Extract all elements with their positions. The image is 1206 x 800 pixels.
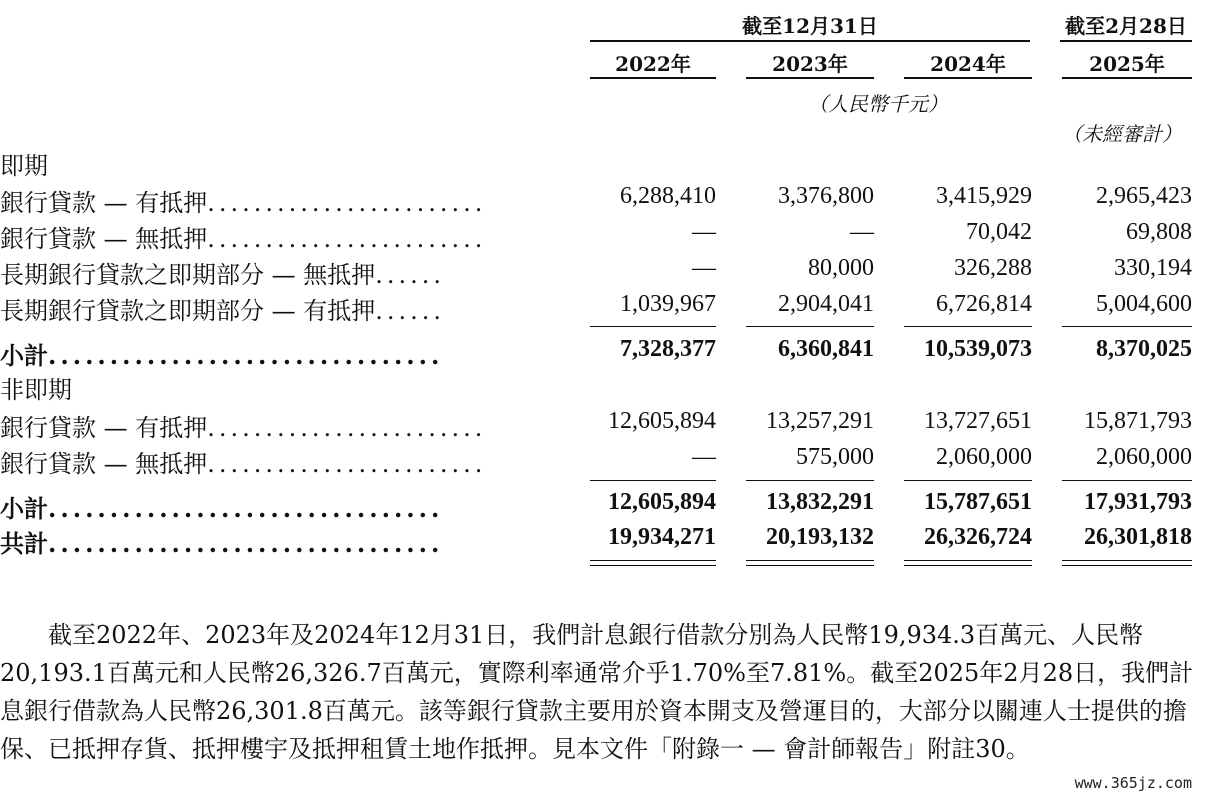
row-value: 10,539,073 — [924, 336, 1032, 362]
row-value: 13,257,291 — [766, 408, 874, 434]
watermark: www.365jz.com — [1074, 774, 1192, 792]
row-value: 575,000 — [796, 444, 874, 470]
unit-note: （人民幣千元） — [808, 92, 948, 116]
row-value: — — [850, 219, 874, 245]
subtotal-rule — [746, 480, 874, 481]
total-double-rule — [1062, 565, 1192, 566]
row-label: 銀行貸款 — 有抵押........................ — [0, 189, 487, 217]
row-value: 6,726,814 — [936, 291, 1032, 317]
row-value: — — [692, 255, 716, 281]
row-value: 12,605,894 — [608, 408, 716, 434]
header-group-rule-feb — [1060, 40, 1192, 42]
subtotal-rule — [590, 480, 716, 481]
row-value: 6,360,841 — [778, 336, 874, 362]
header-year-2022: 2022年 — [615, 52, 691, 76]
row-value: 13,832,291 — [766, 489, 874, 515]
table-row — [0, 291, 1206, 327]
row-value: 15,871,793 — [1084, 408, 1192, 434]
table-row — [0, 219, 1206, 255]
subtotal-rule — [904, 326, 1032, 327]
row-value: — — [692, 444, 716, 470]
table-row-subtotal — [0, 489, 1206, 525]
row-value: 13,727,651 — [924, 408, 1032, 434]
subtotal-rule — [590, 326, 716, 327]
row-label: 長期銀行貸款之即期部分 — 有抵押...... — [0, 297, 446, 325]
subtotal-rule — [746, 326, 874, 327]
row-label: 銀行貸款 — 有抵押........................ — [0, 414, 487, 442]
table-row — [0, 255, 1206, 291]
total-double-rule — [590, 565, 716, 566]
row-value: 17,931,793 — [1084, 489, 1192, 515]
row-value: 3,415,929 — [936, 183, 1032, 209]
table-row-subtotal — [0, 336, 1206, 372]
row-value: 1,039,967 — [620, 291, 716, 317]
subtotal-rule — [904, 480, 1032, 481]
year-rule-2023 — [746, 77, 874, 79]
total-double-rule — [746, 560, 874, 561]
row-value: 3,376,800 — [778, 183, 874, 209]
row-value: 20,193,132 — [766, 524, 874, 550]
row-value: 70,042 — [966, 219, 1032, 245]
header-group-feb28: 截至2月28日 — [1065, 14, 1187, 38]
year-rule-2025 — [1062, 77, 1192, 79]
total-double-rule — [746, 565, 874, 566]
header-group-dec31: 截至12月31日 — [742, 14, 878, 38]
row-label: 銀行貸款 — 無抵押........................ — [0, 450, 487, 478]
header-year-2023: 2023年 — [772, 52, 848, 76]
audit-note: （未經審計） — [1062, 122, 1182, 146]
row-value: 15,787,651 — [924, 489, 1032, 515]
total-double-rule — [590, 560, 716, 561]
header-year-2025: 2025年 — [1089, 52, 1165, 76]
section-title-current: 即期 — [0, 152, 48, 180]
total-double-rule — [904, 560, 1032, 561]
row-value: 8,370,025 — [1096, 336, 1192, 362]
row-value: 2,965,423 — [1096, 183, 1192, 209]
row-value: 2,904,041 — [778, 291, 874, 317]
year-rule-2024 — [904, 77, 1032, 79]
table-row — [0, 183, 1206, 219]
header-group-rule-dec — [590, 40, 1030, 42]
row-value: 6,288,410 — [620, 183, 716, 209]
row-value: 69,808 — [1126, 219, 1192, 245]
total-double-rule — [904, 565, 1032, 566]
row-value: 5,004,600 — [1096, 291, 1192, 317]
section-title-non-current: 非即期 — [0, 376, 72, 404]
row-label: 共計................................ — [0, 529, 444, 558]
explanatory-paragraph — [0, 616, 1206, 768]
row-value: 7,328,377 — [620, 336, 716, 362]
subtotal-rule — [1062, 480, 1192, 481]
row-value: 2,060,000 — [936, 444, 1032, 470]
row-value: 2,060,000 — [1096, 444, 1192, 470]
total-double-rule — [1062, 560, 1192, 561]
year-rule-2022 — [590, 77, 716, 79]
row-label: 小計................................ — [0, 341, 444, 370]
row-label: 小計................................ — [0, 494, 444, 523]
row-value: 12,605,894 — [608, 489, 716, 515]
table-row-total — [0, 524, 1206, 560]
row-label: 銀行貸款 — 無抵押........................ — [0, 225, 487, 253]
row-value: 326,288 — [954, 255, 1032, 281]
row-value: 26,326,724 — [924, 524, 1032, 550]
row-label: 長期銀行貸款之即期部分 — 無抵押...... — [0, 261, 446, 289]
row-value: — — [692, 219, 716, 245]
row-value: 26,301,818 — [1084, 524, 1192, 550]
table-row — [0, 408, 1206, 444]
header-year-2024: 2024年 — [930, 52, 1006, 76]
table-row — [0, 444, 1206, 480]
row-value: 330,194 — [1114, 255, 1192, 281]
subtotal-rule — [1062, 326, 1192, 327]
paragraph-text: 截至2022年、2023年及2024年12月31日，我們計息銀行借款分別為人民幣19,934.3百萬元、人民幣20,193.1百萬元和人民幣26,326.7百萬元，實際利率通常介乎1.70%至7.81%。截至2025年2月28日，我們計息銀行借款為人民幣26,301.8百萬元。該等銀行貸款主要用於資本開支及營運目的，大部分以關連人士提供的擔保、已抵押存貨、抵押樓宇及抵押租賃土地作抵押。見本文件「附錄一 — 會計師報告」附註30。 — [0, 621, 1194, 763]
row-value: 19,934,271 — [608, 524, 716, 550]
row-value: 80,000 — [808, 255, 874, 281]
